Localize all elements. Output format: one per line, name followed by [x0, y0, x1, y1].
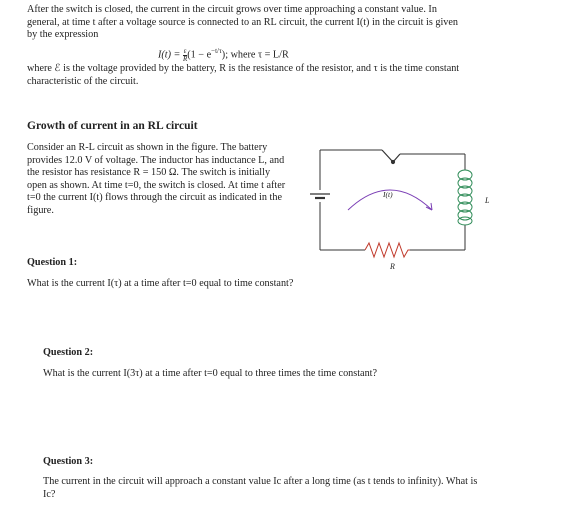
formula-tail: )	[221, 49, 226, 61]
formula-lhs: I(t) =	[158, 49, 183, 61]
formula-where: ; where τ = L/R	[225, 49, 289, 61]
battery-symbol	[310, 194, 330, 198]
rl-circuit-diagram	[290, 140, 520, 275]
problem-paragraph: Consider an R-L circuit as shown in the figure. The battery provides 12.0 V of voltage. The inductor has inductance L, and the resistor has resistance R = 150 Ω. The switch is initially open as shown. At time t=0, the switch is closed. At time t after t=0 the current I(t) flows through the circuit as indicated in the figure.	[27, 142, 286, 216]
inductor-symbol	[458, 170, 472, 225]
question-1-text: What is the current I(τ) at a time after t=0 equal to time constant?	[27, 278, 294, 289]
question-1-heading: Question 1:	[27, 257, 78, 268]
intro-paragraph: After the switch is closed, the current in the circuit grows over time approaching a constant value. In general, at time t after a voltage source is connected to an RL circuit, the current I(t) in the circuit is given by the expression	[27, 4, 459, 41]
current-formula	[158, 47, 289, 63]
section-title: Growth of current in an RL circuit	[27, 120, 198, 132]
inductor-label: L	[485, 196, 490, 205]
resistor-symbol	[365, 243, 410, 257]
resistor-label: R	[390, 262, 395, 271]
formula-exponent: −t/τ	[211, 47, 222, 55]
where-paragraph: where ℰ is the voltage provided by the battery, R is the resistance of the resistor, and τ is the time constant characteristic of the circuit.	[27, 63, 460, 87]
question-2-text: What is the current I(3τ) at a time after t=0 equal to three times the time constant?	[43, 368, 378, 379]
formula-denominator: R	[182, 54, 188, 63]
question-3-heading: Question 3:	[43, 456, 94, 467]
current-label: I(t)	[383, 190, 393, 199]
question-2-heading: Question 2:	[43, 347, 94, 358]
formula-rhs: (1 − e	[187, 49, 212, 61]
question-3-text: The current in the circuit will approach a constant value Ic after a long time (as t tends to infinity). What is Ic?	[43, 476, 478, 500]
switch-symbol	[382, 150, 400, 164]
formula-numerator: ε	[183, 46, 187, 55]
